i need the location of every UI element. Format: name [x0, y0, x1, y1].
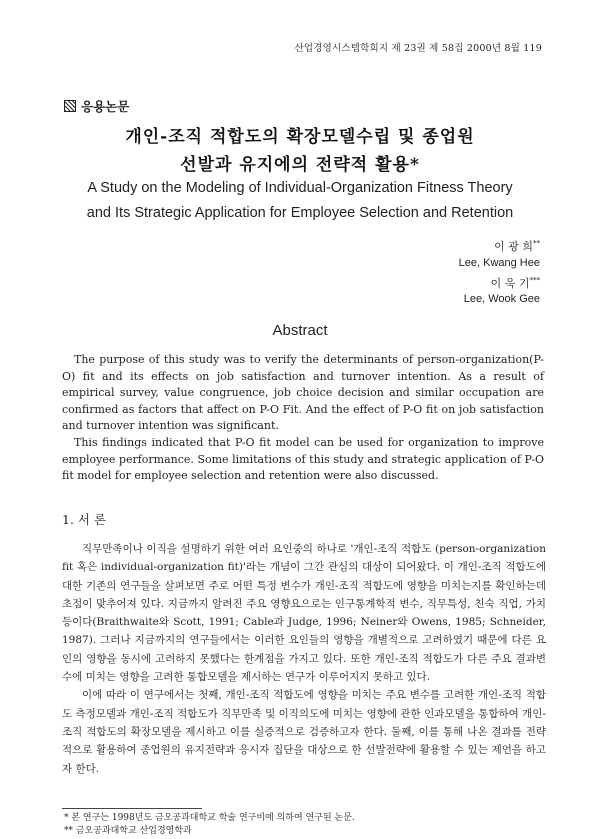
author1-korean [494, 238, 540, 254]
author1-korean-name: 이 광 희 [494, 240, 533, 253]
introduction-body [62, 540, 546, 778]
author2-english: Lee, Wook Gee [463, 293, 540, 305]
author2-korean-name: 이 욱 기 [490, 277, 530, 290]
author2-korean [491, 275, 540, 291]
author1-mark: ** [533, 239, 540, 248]
footnote-1: * 본 연구는 1998년도 금오공과대학교 학술 연구비에 의하여 연구된 논문. [64, 813, 355, 823]
hatched-square-icon [64, 100, 76, 112]
running-head: 산업경영시스템학회지 제 23권 제 58집 2000년 8월 119 [294, 43, 542, 54]
abstract-heading: Abstract [272, 322, 328, 339]
title-english-line2: and Its Strategic Application for Employee Selection and Retention [86, 205, 514, 221]
section-heading-introduction: 1. 서 론 [62, 512, 107, 527]
footnotes [64, 812, 355, 838]
section-tag-label: 응용논문 [81, 99, 130, 114]
section-tag [64, 97, 129, 115]
title-korean-line2: 선발과 유지에의 전략적 활용* [180, 155, 420, 175]
footnote-2: ** 금오공과대학교 산업경영학과 [64, 826, 192, 836]
author2-mark: *** [529, 276, 540, 285]
abstract-paragraph-2: This findings indicated that P-O fit model can be used for organization to improve employee performance. Some limitations of this study and strategic application of P-O fit model for employee selection and retention were also discussed. [62, 435, 544, 483]
author1-english: Lee, Kwang Hee [458, 257, 540, 269]
introduction-paragraph-2: 이에 따라 이 연구에서는 첫째, 개인-조직 적합도에 영향을 미치는 주요 변수를 고려한 개인-조직 적합도 측정모델과 개인-조직 적합도가 직무만족 및 이직의도에 미치는 영향에 관한 인과모델을 통합하여 개인-조직 적합도의 확장모델을 제시하고 이를 실증적으로 검증하고자 한다. 둘째, 이를 통해 나온 결과를 전략적으로 활용하여 종업원의 유지전략과 응시자 집단을 대상으로 한 선발전략에 활용할 수 있는 제언을 하고자 한다. [62, 689, 546, 775]
title-korean-line1: 개인-조직 적합도의 확장모델수립 및 종업원 [125, 127, 475, 147]
title-english-line1: A Study on the Modeling of Individual-Organization Fitness Theory [87, 180, 513, 196]
introduction-paragraph-1: 직무만족이나 이직을 설명하기 위한 여러 요인중의 하나로 '개인-조직 적합도 (person-organization fit 혹은 individual-organization fit)'라는 개념이 그간 관심의 대상이 되어왔다. 이 개인-조직 적합도에 대한 기존의 연구들을 살펴보면 주로 어떤 특정 변수가 개인-조직 적합도에 영향을 미치는지를 확인하는데 초점이 맞추어져 있다. 지금까지 알려진 주요 영향요으로는 인구통계학적 변수, 직무특성, 친숙 직업, 가치 등이다(Braithwaite와 Scott, 1991; Cable과 Judge, 1996; Neiner와 Owens, 1985; Schneider, 1987). 그러나 지금까지의 연구들에서는 이러한 요인들의 영향을 개별적으로 고려하였기 때문에 다른 요인의 영향을 동시에 고려하지 못했다는 한계점을 가지고 있다. 또한 개인-조직 적합도가 다른 주요 결과변수에 미치는 영향을 고려한 통합모델을 제시하는 연구가 이루어지지 못하고 있다. [62, 543, 546, 684]
footnote-divider [62, 808, 202, 809]
abstract-body [62, 352, 544, 485]
abstract-paragraph-1: The purpose of this study was to verify the determinants of person-organization(P-O) fit and its effects on job satisfaction and turnover intention. As a result of empirical survey, value congruence, job choice decision and similar occupation are confirmed as factors that affect on P-O Fit. And the effect of P-O fit on job satisfaction and turnover intention was significant. [62, 353, 544, 433]
